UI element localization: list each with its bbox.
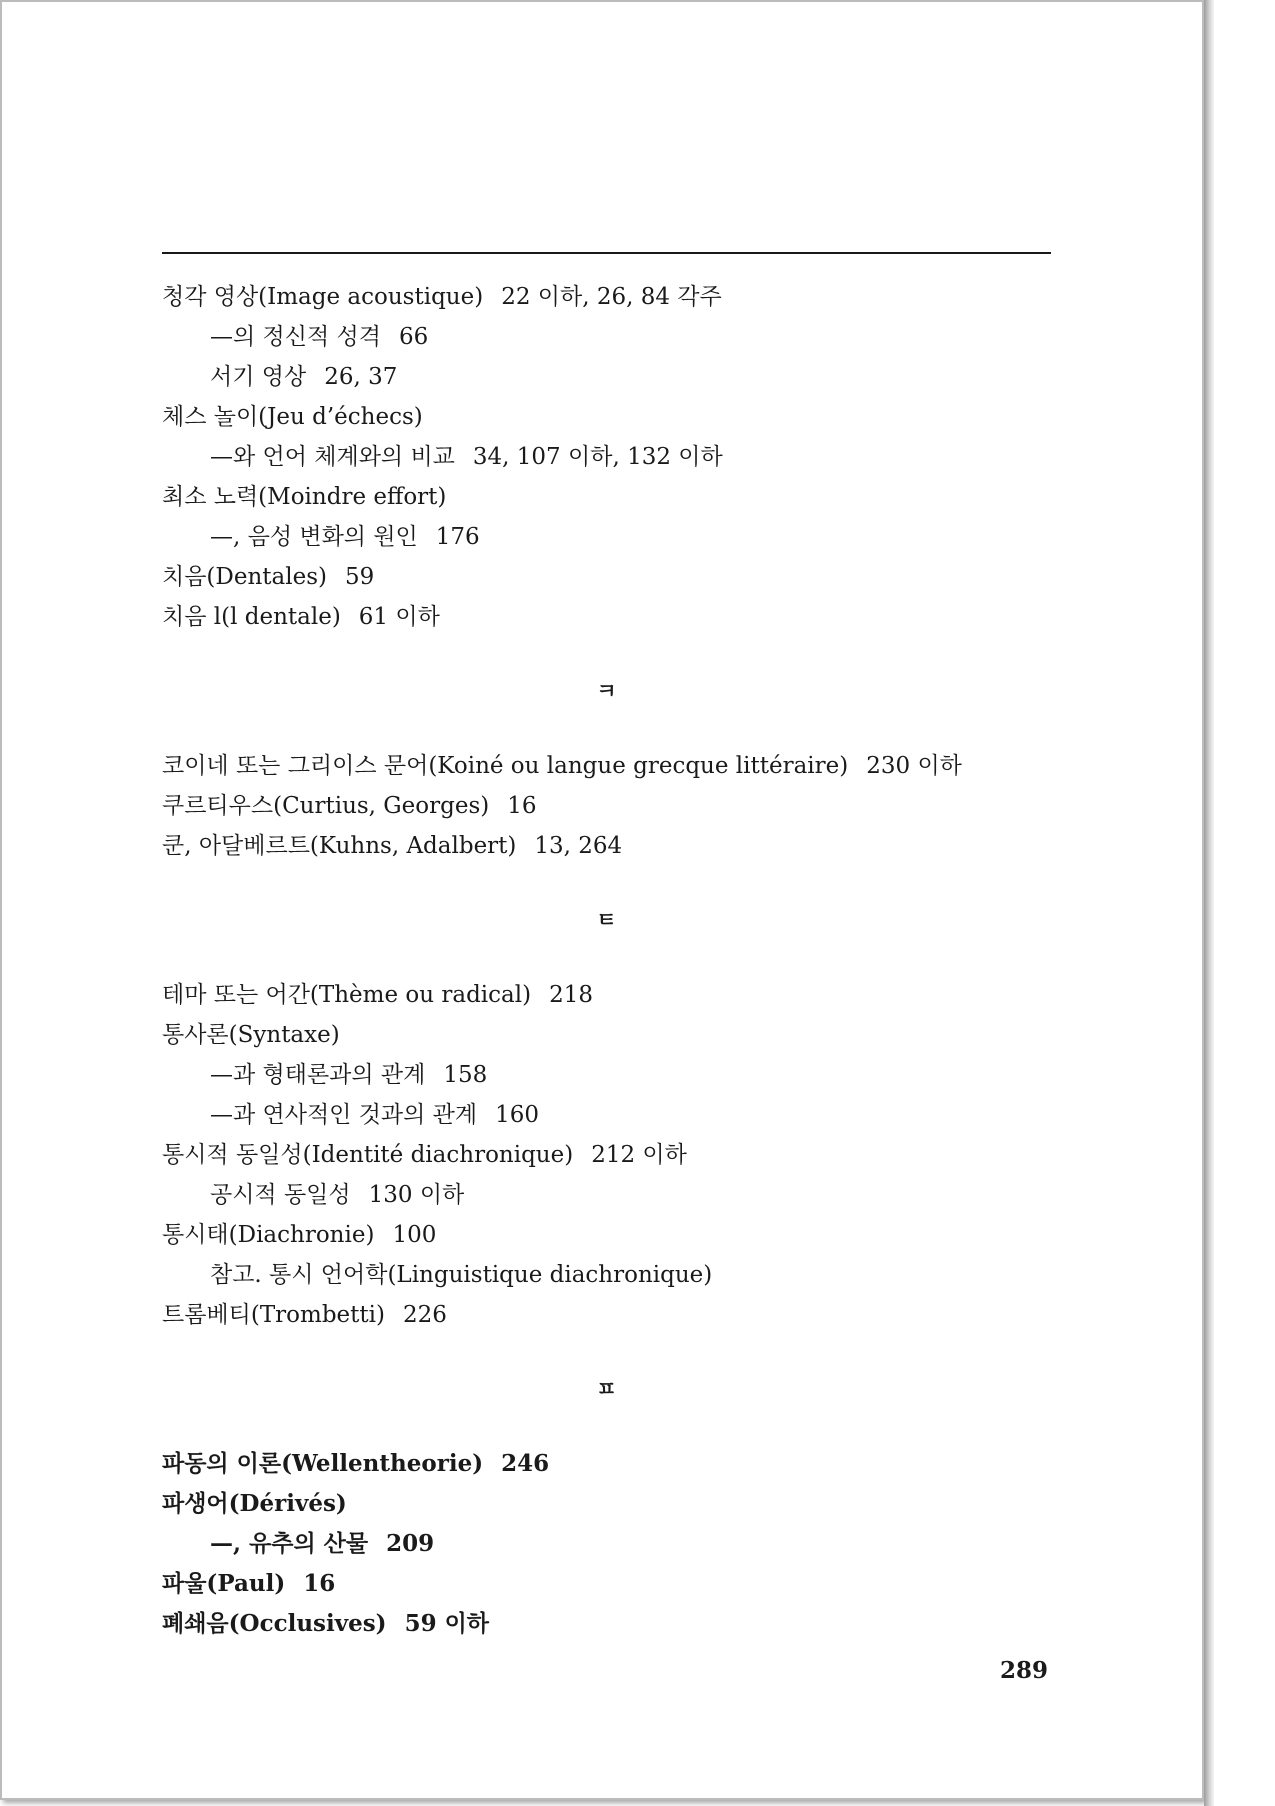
entry-refs: 13, 264 <box>534 833 623 859</box>
entry-term: —과 형태론과의 관계 <box>210 1062 426 1088</box>
index-entry <box>162 786 1062 826</box>
entry-term: 최소 노력(Moindre effort) <box>162 484 447 510</box>
entry-refs: 59 이하 <box>404 1610 490 1637</box>
entry-term: 공시적 동일성 <box>210 1182 351 1208</box>
section-heading: ㅌ <box>596 908 617 932</box>
entry-term: 코이네 또는 그리이스 문어(Koiné ou langue grecque littéraire) <box>162 753 849 779</box>
index-entry <box>162 1564 1062 1604</box>
index-entry <box>162 1015 1062 1055</box>
section-heading: ㅍ <box>596 1377 617 1401</box>
entry-term: 파울(Paul) <box>162 1570 286 1597</box>
index-subentry <box>162 1175 1062 1215</box>
index-list <box>162 277 1062 1644</box>
entry-term: 트롬베티(Trombetti) <box>162 1302 385 1328</box>
index-entry <box>162 277 1062 317</box>
entry-term: 폐쇄음(Occlusives) <box>162 1610 387 1637</box>
entry-refs: 218 <box>549 982 593 1008</box>
entry-refs: 59 <box>344 564 375 590</box>
index-entry <box>162 975 1062 1015</box>
entry-term: 치음(Dentales) <box>162 564 327 590</box>
index-entry <box>162 826 1062 866</box>
index-entry <box>162 1135 1062 1175</box>
index-entry <box>162 397 1062 437</box>
entry-term: 통사론(Syntaxe) <box>162 1022 340 1048</box>
entry-refs: 212 이하 <box>591 1142 687 1168</box>
entry-term: 통시적 동일성(Identité diachronique) <box>162 1142 574 1168</box>
section-heading: ㅋ <box>596 679 617 703</box>
index-section-p <box>162 1369 1062 1644</box>
index-entry <box>162 477 1062 517</box>
index-entry <box>162 1215 1062 1255</box>
page-number: 289 <box>1000 1657 1049 1684</box>
entry-term: —의 정신적 성격 <box>210 324 381 350</box>
entry-refs: 209 <box>386 1530 435 1557</box>
index-subentry <box>162 317 1062 357</box>
index-subentry <box>162 1524 1062 1564</box>
index-subentry <box>162 1095 1062 1135</box>
entry-refs: 66 <box>398 324 429 350</box>
entry-refs: 160 <box>495 1102 540 1128</box>
entry-term: —, 유추의 산물 <box>210 1530 369 1557</box>
index-subentry <box>162 1255 1062 1295</box>
entry-refs: 34, 107 이하, 132 이하 <box>472 444 723 470</box>
entry-term: 쿤, 아달베르트(Kuhns, Adalbert) <box>162 833 517 859</box>
entry-term: 쿠르티우스(Curtius, Georges) <box>162 793 490 819</box>
entry-term: 파동의 이론(Wellentheorie) <box>162 1450 484 1477</box>
header-rule <box>162 252 1051 254</box>
index-subentry <box>162 517 1062 557</box>
entry-term: 참고. 통시 언어학(Linguistique diachronique) <box>210 1262 713 1288</box>
entry-refs: 100 <box>392 1222 437 1248</box>
index-section-k <box>162 671 1062 866</box>
index-entry <box>162 1295 1062 1335</box>
entry-refs: 16 <box>507 793 537 819</box>
entry-refs: 16 <box>303 1570 336 1597</box>
entry-term: 테마 또는 어간(Thème ou radical) <box>162 982 532 1008</box>
entry-refs: 61 이하 <box>358 604 440 630</box>
index-entry <box>162 1484 1062 1524</box>
entry-term: 파생어(Dérivés) <box>162 1490 347 1517</box>
entry-term: 청각 영상(Image acoustique) <box>162 284 484 310</box>
index-entry <box>162 557 1062 597</box>
index-subentry <box>162 1055 1062 1095</box>
entry-term: 서기 영상 <box>210 364 307 390</box>
index-entry <box>162 597 1062 637</box>
entry-term: 체스 놀이(Jeu d’échecs) <box>162 404 423 430</box>
entry-refs: 130 이하 <box>368 1182 465 1208</box>
entry-term: —과 연사적인 것과의 관계 <box>210 1102 478 1128</box>
entry-refs: 226 <box>403 1302 447 1328</box>
index-entry <box>162 1444 1062 1484</box>
index-subentry <box>162 437 1062 477</box>
entry-term: —와 언어 체계와의 비교 <box>210 444 455 470</box>
index-subentry <box>162 357 1062 397</box>
entry-refs: 158 <box>443 1062 488 1088</box>
page-edge-shadow <box>1204 0 1214 1806</box>
entry-refs: 230 이하 <box>866 753 962 779</box>
entry-refs: 246 <box>501 1450 550 1477</box>
entry-term: —, 음성 변화의 원인 <box>210 524 418 550</box>
index-entry <box>162 746 1062 786</box>
index-section-t <box>162 900 1062 1335</box>
index-entry <box>162 1604 1062 1644</box>
entry-term: 통시태(Diachronie) <box>162 1222 375 1248</box>
entry-refs: 176 <box>435 524 480 550</box>
entry-refs: 26, 37 <box>324 364 398 390</box>
entry-term: 치음 l(l dentale) <box>162 604 341 630</box>
index-section-continued <box>162 277 1062 637</box>
entry-refs: 22 이하, 26, 84 각주 <box>501 284 722 310</box>
